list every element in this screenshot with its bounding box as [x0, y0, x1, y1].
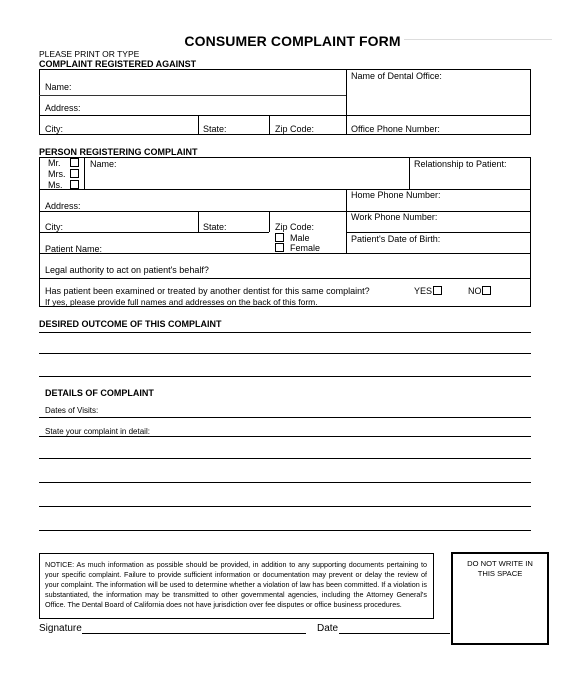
against-city-divider — [198, 115, 199, 135]
date-label: Date — [317, 623, 339, 634]
details-heading: DETAILS OF COMPLAINT — [45, 388, 154, 398]
male-checkbox[interactable] — [275, 233, 284, 242]
against-name-field[interactable] — [80, 80, 342, 93]
ms-checkbox[interactable] — [70, 180, 79, 189]
date-line[interactable] — [339, 633, 450, 634]
person-city-field[interactable] — [66, 215, 194, 230]
relationship-divider — [409, 157, 410, 189]
person-address-field[interactable] — [90, 195, 342, 211]
person-row3-line-right — [346, 232, 531, 233]
against-state-divider — [269, 115, 270, 135]
dental-office-field[interactable] — [350, 84, 527, 112]
patient-dob-label: Patient's Date of Birth: — [351, 234, 441, 244]
legal-authority-label: Legal authority to act on patient's behalf? — [45, 265, 209, 275]
mrs-checkbox[interactable] — [70, 169, 79, 178]
person-state-label: State: — [203, 222, 227, 232]
patient-name-field[interactable] — [104, 236, 266, 252]
female-label: Female — [290, 243, 321, 253]
outcome-heading: DESIRED OUTCOME OF THIS COMPLAINT — [39, 319, 222, 329]
examined-question: Has patient been examined or treated by another dentist for this same complaint? — [45, 286, 370, 296]
title-divider — [84, 157, 85, 189]
work-phone-field[interactable] — [440, 212, 528, 230]
against-city-field[interactable] — [66, 119, 194, 133]
no-checkbox[interactable] — [482, 286, 491, 295]
person-row3-line-left — [39, 232, 269, 233]
title-mr-label: Mr. — [48, 158, 61, 168]
home-phone-field[interactable] — [440, 190, 528, 208]
against-heading: COMPLAINT REGISTERED AGAINST — [39, 59, 197, 69]
office-use-label: DO NOT WRITE IN THIS SPACE — [467, 559, 533, 578]
against-zip-label: Zip Code: — [275, 124, 315, 134]
against-name-label: Name: — [45, 82, 72, 92]
against-state-label: State: — [203, 124, 227, 134]
male-label: Male — [290, 233, 310, 243]
person-name-label: Name: — [90, 159, 117, 169]
office-phone-label: Office Phone Number: — [351, 124, 440, 134]
yes-label: YES — [414, 286, 433, 296]
signature-line[interactable] — [82, 633, 306, 634]
outcome-top-line — [39, 332, 531, 333]
complaint-line-3[interactable] — [39, 482, 531, 483]
title-underline-decor — [404, 39, 552, 40]
dates-of-visits-label: Dates of Visits: — [45, 406, 99, 415]
title-mrs-label: Mrs. — [48, 169, 66, 179]
patient-name-label: Patient Name: — [45, 244, 103, 254]
home-phone-label: Home Phone Number: — [351, 190, 441, 200]
form-title: CONSUMER COMPLAINT FORM — [184, 33, 401, 49]
person-address-label: Address: — [45, 201, 81, 211]
person-state-divider — [269, 211, 270, 232]
against-address-label: Address: — [45, 103, 81, 113]
complaint-line-2[interactable] — [39, 458, 531, 459]
relationship-field[interactable] — [413, 170, 528, 186]
complaint-line-1[interactable] — [39, 436, 531, 437]
person-city-divider — [198, 211, 199, 232]
signature-label: Signature — [39, 623, 82, 634]
against-name-line — [39, 95, 346, 96]
examined-note: If yes, please provide full names and addresses on the back of this form. — [45, 297, 318, 307]
work-phone-label: Work Phone Number: — [351, 212, 438, 222]
mr-checkbox[interactable] — [70, 158, 79, 167]
print-note: PLEASE PRINT OR TYPE — [39, 49, 140, 59]
against-address-field[interactable] — [90, 100, 342, 113]
person-state-field[interactable] — [230, 215, 266, 230]
yes-checkbox[interactable] — [433, 286, 442, 295]
person-zip-field[interactable] — [318, 215, 344, 230]
outcome-line-1[interactable] — [39, 353, 531, 354]
person-name-field[interactable] — [120, 158, 406, 186]
title-ms-label: Ms. — [48, 180, 63, 190]
complaint-line-4[interactable] — [39, 506, 531, 507]
patient-dob-field[interactable] — [448, 234, 528, 251]
no-label: NO — [468, 286, 482, 296]
legal-authority-field[interactable] — [212, 259, 528, 275]
female-checkbox[interactable] — [275, 243, 284, 252]
against-city-label: City: — [45, 124, 63, 134]
against-zip-field[interactable] — [318, 119, 344, 133]
person-city-label: City: — [45, 222, 63, 232]
relationship-label: Relationship to Patient: — [414, 159, 507, 169]
person-row5-line — [39, 278, 531, 279]
complaint-line-5[interactable] — [39, 530, 531, 531]
office-phone-field[interactable] — [444, 119, 528, 133]
outcome-line-2[interactable] — [39, 376, 531, 377]
person-row4-line — [39, 253, 531, 254]
person-heading: PERSON REGISTERING COMPLAINT — [39, 147, 198, 157]
state-complaint-label: State your complaint in detail: — [45, 427, 150, 436]
against-address-line — [39, 115, 531, 116]
against-divider — [346, 69, 347, 135]
against-state-field[interactable] — [230, 119, 266, 133]
dates-of-visits-line[interactable] — [39, 417, 531, 418]
notice-text: NOTICE: As much information as possible should be provided, in addition to any supporting documents pertaining to your specific complaint. Failure to provide sufficient information or documentation may prevent or delay the review of your complaint. The information will be used to determine whether a violation of law has been committed. If a violation is substantiated, the information may be transmitted to other governmental agencies, including the Attorney General's Office. The Dental Board of California does not have jurisdiction over fee disputes or office business procedures. — [45, 560, 427, 609]
person-zip-label: Zip Code: — [275, 222, 315, 232]
person-right-divider — [346, 189, 347, 253]
dental-office-label: Name of Dental Office: — [351, 71, 442, 81]
